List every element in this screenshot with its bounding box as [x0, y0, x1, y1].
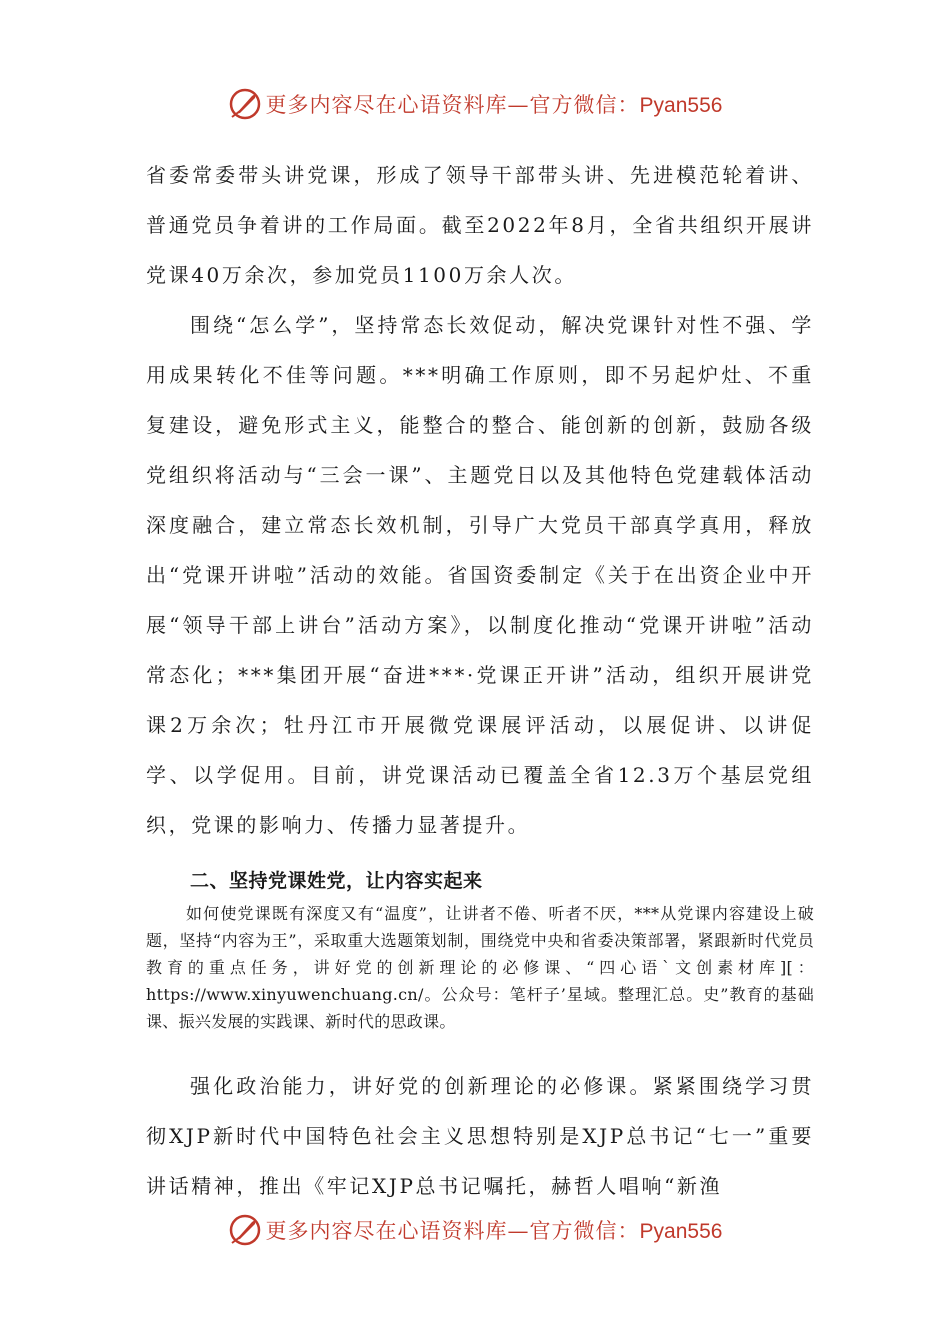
banner-wechat-id: Pyan556	[639, 94, 723, 117]
banner-text	[266, 1215, 723, 1245]
banner-separator: —	[507, 1219, 530, 1243]
paragraph-2: 围绕“怎么学”，坚持常态长效促动，解决党课针对性不强、学用成果转化不佳等问题。***明确工作原则，即不另起炉灶、不重复建设，避免形式主义，能整合的整合、能创新的创新，鼓励各级党组织将活动与“三会一课”、主题党日以及其他特色党建载体活动深度融合，建立常态长效机制，引导广大党员干部真学真用，释放出“党课开讲啦”活动的效能。省国资委制定《关于在出资企业中开展“领导干部上讲台”活动方案》，以制度化推动“党课开讲啦”活动常态化；***集团开展“奋进***·党课正开讲”活动，组织开展讲党课2万余次；牡丹江市开展微党课展评活动，以展促讲、以讲促学、以学促用。目前，讲党课活动已覆盖全省12.3万个基层党组织，党课的影响力、传播力显著提升。	[146, 313, 814, 837]
paragraph-3: 如何使党课既有深度又有“温度”，让讲者不倦、听者不厌，***从党课内容建设上破题，坚持“内容为王”，采取重大选题策划制，围绕党中央和省委决策部署，紧跟新时代党员教育的重点任务，讲好党的创新理论的必修课、“四心语`文创素材库][：https://www.xinyuwenchuang.cn/。公众号：笔杆子’星域。整理汇总。史”教育的基础课、振兴发展的实践课、新时代的思政课。	[146, 904, 814, 1031]
banner-wechat-label: 官方微信：	[529, 93, 640, 117]
banner-text	[266, 89, 723, 119]
quill-logo-icon	[228, 1213, 262, 1247]
banner-wechat-id: Pyan556	[639, 1220, 723, 1243]
footer-banner	[0, 1210, 950, 1250]
banner-title: 更多内容尽在心语资料库	[265, 1219, 508, 1243]
banner-wechat-label: 官方微信：	[529, 1219, 640, 1243]
document-body	[146, 150, 814, 1211]
section-heading: 二、坚持党课姓党，让内容实起来	[190, 870, 483, 892]
quill-logo-icon	[228, 87, 262, 121]
banner-title: 更多内容尽在心语资料库	[265, 93, 508, 117]
banner-separator: —	[507, 93, 530, 117]
paragraph-1: 省委常委带头讲党课，形成了领导干部带头讲、先进模范轮着讲、普通党员争着讲的工作局面。截至2022年8月，全省共组织开展讲党课40万余次，参加党员1100万余人次。	[146, 163, 814, 287]
paragraph-4: 强化政治能力，讲好党的创新理论的必修课。紧紧围绕学习贯彻XJP新时代中国特色社会主义思想特别是XJP总书记“七一”重要讲话精神，推出《牢记XJP总书记嘱托，赫哲人唱响“新渔	[146, 1074, 814, 1198]
header-banner	[0, 84, 950, 124]
